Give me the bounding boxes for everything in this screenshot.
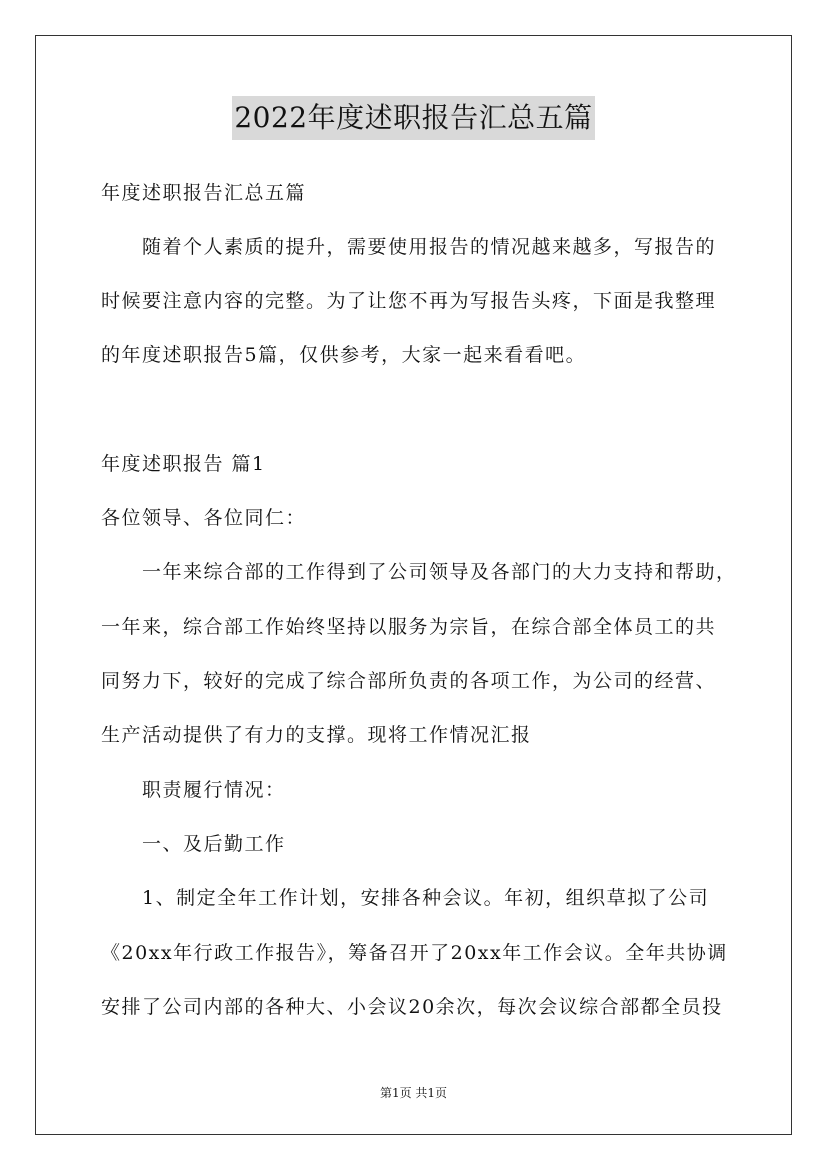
page-footer: 第1页 共1页: [379, 1086, 448, 1100]
document-title: 2022年度述职报告汇总五篇: [232, 96, 594, 140]
paragraph-line: 一年来综合部的工作得到了公司领导及各部门的大力支持和帮助，: [101, 561, 737, 583]
paragraph-line: 《20xx年行政工作报告》，筹备召开了20xx年工作会议。全年共协调: [101, 942, 728, 964]
paragraph-line: 安排了公司内部的各种大、小会议20余次，每次会议综合部都全员投: [101, 996, 723, 1018]
paragraph-line: 一年来，综合部工作始终坚持以服务为宗旨，在综合部全体员工的共: [101, 616, 717, 638]
paragraph-line: 生产活动提供了有力的支撑。现将工作情况汇报: [101, 724, 532, 746]
title-container: [0, 96, 827, 140]
subheading-line: 一、及后勤工作: [101, 833, 286, 855]
subtitle-line: 年度述职报告汇总五篇: [101, 182, 307, 204]
paragraph-line: 随着个人素质的提升，需要使用报告的情况越来越多，写报告的: [101, 236, 717, 258]
paragraph-line: 同努力下，较好的完成了综合部所负责的各项工作，为公司的经营、: [101, 670, 717, 692]
salutation-line: 各位领导、各位同仁：: [101, 507, 307, 529]
subheading-line: 职责履行情况：: [101, 779, 286, 801]
section-heading: 年度述职报告 篇1: [101, 453, 266, 475]
paragraph-line: 的年度述职报告5篇，仅供参考，大家一起来看看吧。: [101, 344, 587, 366]
paragraph-line: 时候要注意内容的完整。为了让您不再为写报告头疼，下面是我整理: [101, 290, 717, 312]
paragraph-line: 1、制定全年工作计划，安排各种会议。年初，组织草拟了公司: [101, 887, 710, 909]
